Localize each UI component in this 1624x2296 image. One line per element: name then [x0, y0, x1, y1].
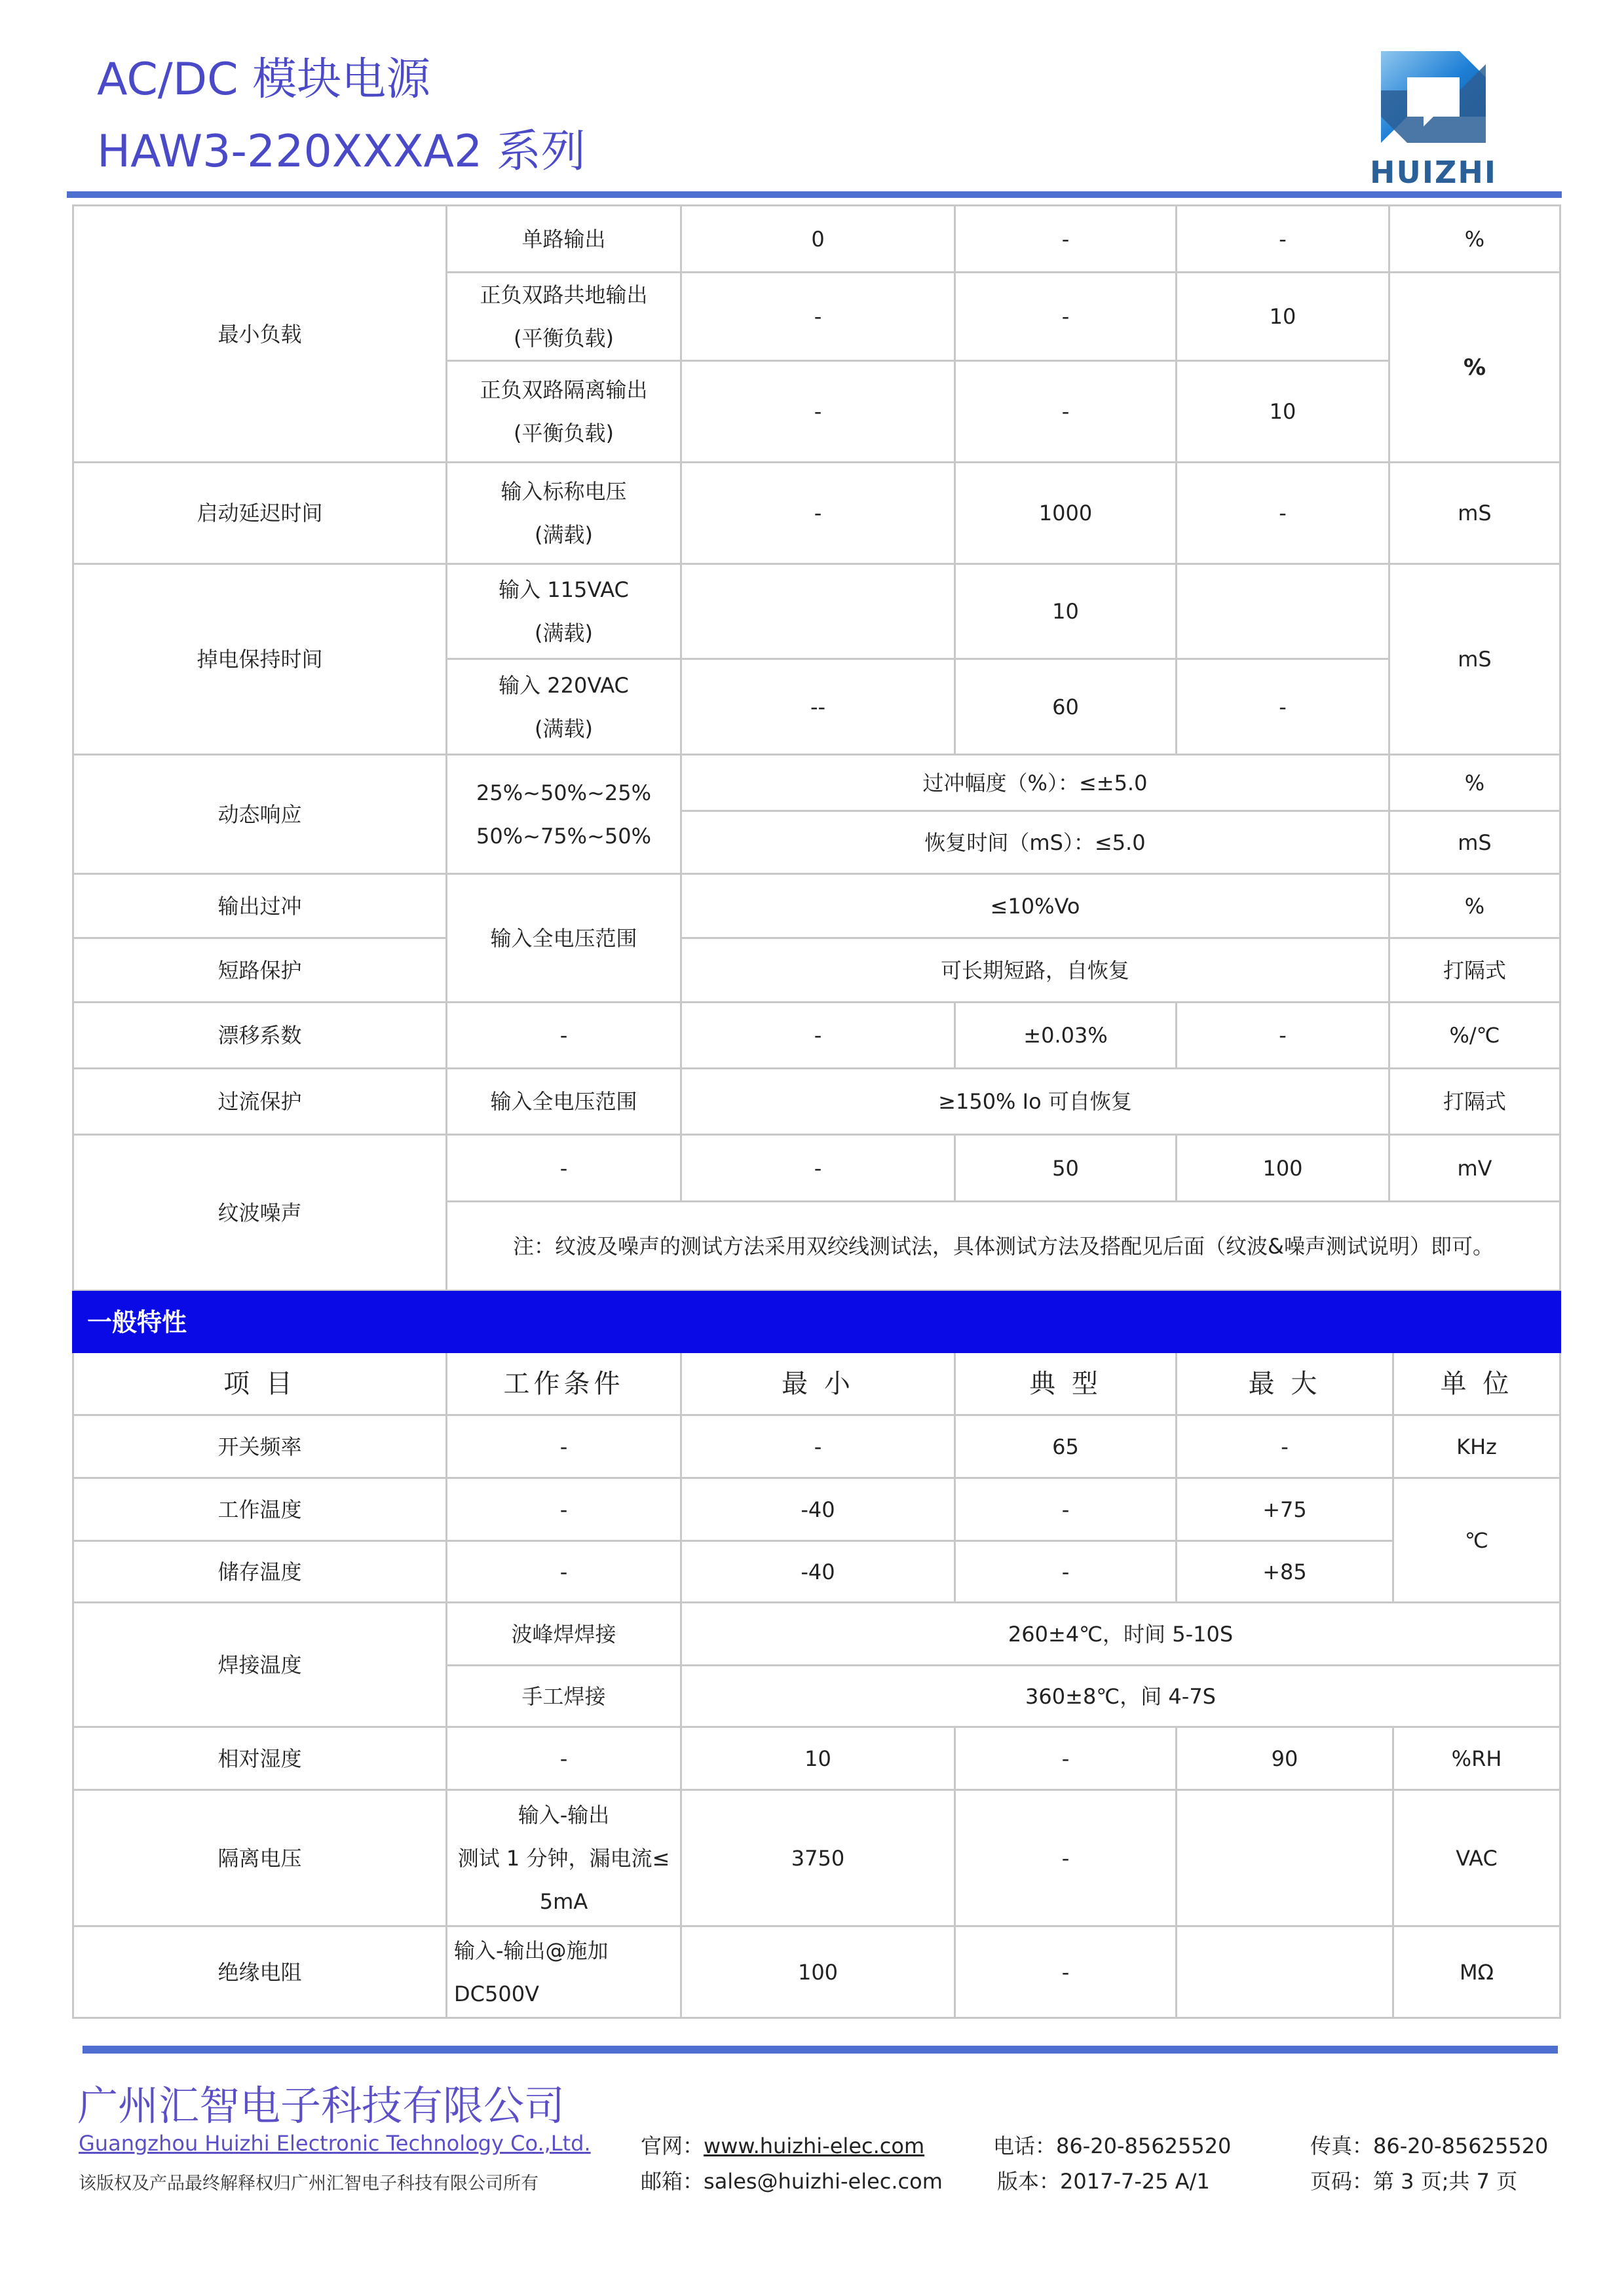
condition-cell [447, 361, 681, 463]
min-cell [681, 564, 955, 659]
unit-cell: %/℃ [1389, 1003, 1560, 1069]
item-insulation-resistance: 绝缘电阻 [73, 1926, 447, 2018]
output-spec-table [72, 204, 1561, 1292]
typ-cell: - [955, 273, 1177, 361]
unit-cell: mV [1389, 1135, 1560, 1202]
max-cell: - [1177, 463, 1389, 564]
table-row [73, 1292, 1560, 1352]
condition-cell [447, 564, 681, 659]
max-cell: +85 [1177, 1541, 1393, 1603]
unit-cell: mS [1389, 811, 1560, 874]
typ-cell: - [955, 206, 1177, 273]
condition-line: (满载) [535, 621, 593, 645]
header-condition: 工作条件 [447, 1352, 681, 1415]
doc-title-line1: AC/DC 模块电源 [97, 54, 431, 105]
condition-line: 测试 1 分钟，漏电流≤ [457, 1845, 670, 1871]
email-label: 邮箱： [641, 2169, 704, 2194]
condition-cell: 手工焊接 [447, 1666, 681, 1727]
unit-cell: mS [1389, 564, 1560, 755]
condition-line: 25%~50%~25% [476, 780, 651, 805]
item-storage-temp: 储存温度 [73, 1541, 447, 1603]
max-cell: - [1177, 659, 1389, 755]
condition-line: 输入-输出@施加 [454, 1938, 609, 1963]
typ-cell: - [955, 1727, 1177, 1790]
header-max: 最 大 [1177, 1352, 1393, 1415]
item-ripple: 纹波噪声 [73, 1135, 447, 1291]
header-min: 最 小 [681, 1352, 955, 1415]
header-item: 项 目 [73, 1352, 447, 1415]
typ-cell: ±0.03% [955, 1003, 1177, 1069]
max-cell: - [1177, 206, 1389, 273]
item-over-current: 过流保护 [73, 1069, 447, 1135]
website-label: 官网： [641, 2133, 704, 2158]
table-row [73, 1541, 1560, 1603]
table-header-row [73, 1352, 1560, 1415]
condition-cell: - [447, 1727, 681, 1790]
table-row [73, 1003, 1560, 1069]
min-cell: - [681, 1135, 955, 1202]
table-row [73, 1790, 1560, 1926]
condition-line: (平衡负载) [514, 326, 614, 351]
condition-cell [447, 659, 681, 755]
unit-cell: 打隔式 [1389, 938, 1560, 1003]
version-info: 版本：2017-7-25 A/1 [997, 2169, 1210, 2194]
condition-cell: - [447, 1135, 681, 1202]
table-row [73, 1603, 1560, 1666]
unit-cell: ℃ [1393, 1478, 1560, 1603]
value-cell: 260±4℃，时间 5-10S [681, 1603, 1560, 1666]
condition-cell: 输入全电压范围 [447, 1069, 681, 1135]
page-number: 页码：第 3 页;共 7 页 [1310, 2169, 1518, 2194]
item-switching-freq: 开关频率 [73, 1415, 447, 1478]
typ-cell: - [955, 1790, 1177, 1926]
max-cell: - [1177, 1003, 1389, 1069]
typ-cell: 65 [955, 1415, 1177, 1478]
unit-cell: KHz [1393, 1415, 1560, 1478]
min-cell: 10 [681, 1727, 955, 1790]
condition-cell: - [447, 1478, 681, 1541]
max-cell: - [1177, 1415, 1393, 1478]
table-row [73, 463, 1560, 564]
max-cell: 10 [1177, 361, 1389, 463]
condition-line: 输入标称电压 [500, 479, 627, 504]
table-row [73, 755, 1560, 811]
email-info [641, 2165, 943, 2195]
condition-line: 正负双路共地输出 [480, 282, 648, 307]
min-cell: - [681, 1415, 955, 1478]
unit-cell: mS [1389, 463, 1560, 564]
table-row [73, 938, 1560, 1003]
unit-cell: % [1389, 273, 1560, 463]
condition-cell [447, 273, 681, 361]
typ-cell: 50 [955, 1135, 1177, 1202]
max-cell [1177, 564, 1389, 659]
ripple-note: 注：纹波及噪声的测试方法采用双绞线测试法，具体测试方法及搭配见后面（纹波&噪声测试说明）即可。 [447, 1202, 1560, 1291]
header-divider [67, 191, 1562, 198]
website-link[interactable]: www.huizhi-elec.com [704, 2133, 925, 2158]
condition-cell: 输入全电压范围 [447, 874, 681, 1003]
copyright-text: 该版权及产品最终解释权归广州汇智电子科技有限公司所有 [79, 2173, 538, 2194]
unit-cell: %RH [1393, 1727, 1560, 1790]
typ-cell: 1000 [955, 463, 1177, 564]
unit-cell: VAC [1393, 1790, 1560, 1926]
fax-info: 传真：86-20-85625520 [1310, 2133, 1549, 2158]
company-name-cn: 广州汇智电子科技有限公司 [77, 2082, 565, 2130]
condition-cell: 单路输出 [447, 206, 681, 273]
item-startup-delay: 启动延迟时间 [73, 463, 447, 564]
item-min-load: 最小负载 [73, 206, 447, 463]
condition-line: 正负双路隔离输出 [480, 377, 648, 402]
table-row [73, 1135, 1560, 1202]
item-short-circuit: 短路保护 [73, 938, 447, 1003]
unit-cell: % [1389, 874, 1560, 938]
item-dynamic-response: 动态响应 [73, 755, 447, 874]
table-row [73, 874, 1560, 938]
value-cell: 可长期短路，自恢复 [681, 938, 1389, 1003]
condition-cell: - [447, 1415, 681, 1478]
min-cell: - [681, 361, 955, 463]
condition-cell [447, 755, 681, 874]
general-spec-table [72, 1291, 1561, 2019]
phone-info: 电话：86-20-85625520 [993, 2133, 1232, 2158]
condition-line: 5mA [539, 1888, 588, 1914]
item-operating-temp: 工作温度 [73, 1478, 447, 1541]
unit-cell: MΩ [1393, 1926, 1560, 2018]
condition-cell: - [447, 1541, 681, 1603]
table-row [73, 206, 1560, 273]
min-cell: 0 [681, 206, 955, 273]
min-cell: 100 [681, 1926, 955, 2018]
condition-line: DC500V [454, 1981, 539, 2006]
condition-cell [447, 463, 681, 564]
table-row [73, 1415, 1560, 1478]
condition-cell: - [447, 1003, 681, 1069]
email-link[interactable]: sales@huizhi-elec.com [704, 2169, 943, 2194]
company-name-en[interactable]: Guangzhou Huizhi Electronic Technology Co.,Ltd. [79, 2131, 591, 2156]
condition-line: 输入-输出 [518, 1802, 610, 1827]
condition-cell [447, 1926, 681, 2018]
min-cell: -40 [681, 1478, 955, 1541]
condition-line: (平衡负载) [514, 421, 614, 446]
item-soldering: 焊接温度 [73, 1603, 447, 1727]
max-cell: 10 [1177, 273, 1389, 361]
value-cell: ≤10%Vo [681, 874, 1389, 938]
condition-line: (满载) [535, 522, 593, 547]
section-title: 一般特性 [73, 1292, 1560, 1352]
value-cell: ≥150% Io 可自恢复 [681, 1069, 1389, 1135]
header-typ: 典 型 [955, 1352, 1177, 1415]
max-cell: 100 [1177, 1135, 1389, 1202]
typ-cell: - [955, 1926, 1177, 2018]
unit-cell: % [1389, 755, 1560, 811]
unit-cell: % [1389, 206, 1560, 273]
condition-line: 输入 115VAC [499, 577, 629, 602]
website-info [641, 2130, 924, 2160]
min-cell: - [681, 273, 955, 361]
condition-line: 输入 220VAC [499, 672, 629, 698]
condition-line: 50%~75%~50% [476, 823, 651, 849]
item-isolation-voltage: 隔离电压 [73, 1790, 447, 1926]
table-row [73, 1478, 1560, 1541]
max-cell [1177, 1790, 1393, 1926]
overshoot-cell: 过冲幅度（%）：≤±5.0 [681, 755, 1389, 811]
header-unit: 单 位 [1393, 1352, 1560, 1415]
typ-cell: 10 [955, 564, 1177, 659]
typ-cell: - [955, 1478, 1177, 1541]
value-cell: 360±8℃，间 4-7S [681, 1666, 1560, 1727]
max-cell: +75 [1177, 1478, 1393, 1541]
typ-cell: 60 [955, 659, 1177, 755]
max-cell [1177, 1926, 1393, 2018]
table-row [73, 1926, 1560, 2018]
item-output-overshoot: 输出过冲 [73, 874, 447, 938]
typ-cell: - [955, 1541, 1177, 1603]
min-cell: -- [681, 659, 955, 755]
unit-cell: 打隔式 [1389, 1069, 1560, 1135]
min-cell: - [681, 1003, 955, 1069]
recovery-cell: 恢复时间（mS）：≤5.0 [681, 811, 1389, 874]
min-cell: 3750 [681, 1790, 955, 1926]
condition-cell: 波峰焊焊接 [447, 1603, 681, 1666]
footer-divider [83, 2046, 1558, 2054]
item-drift: 漂移系数 [73, 1003, 447, 1069]
condition-line: (满载) [535, 716, 593, 741]
min-cell: - [681, 463, 955, 564]
doc-title-line2: HAW3-220XXXA2 系列 [97, 126, 586, 178]
min-cell: -40 [681, 1541, 955, 1603]
item-hold-up: 掉电保持时间 [73, 564, 447, 755]
typ-cell: - [955, 361, 1177, 463]
logo-text: HUIZHI [1370, 155, 1497, 190]
condition-cell [447, 1790, 681, 1926]
table-row [73, 1727, 1560, 1790]
item-humidity: 相对湿度 [73, 1727, 447, 1790]
max-cell: 90 [1177, 1727, 1393, 1790]
table-row [73, 564, 1560, 659]
table-row [73, 1069, 1560, 1135]
